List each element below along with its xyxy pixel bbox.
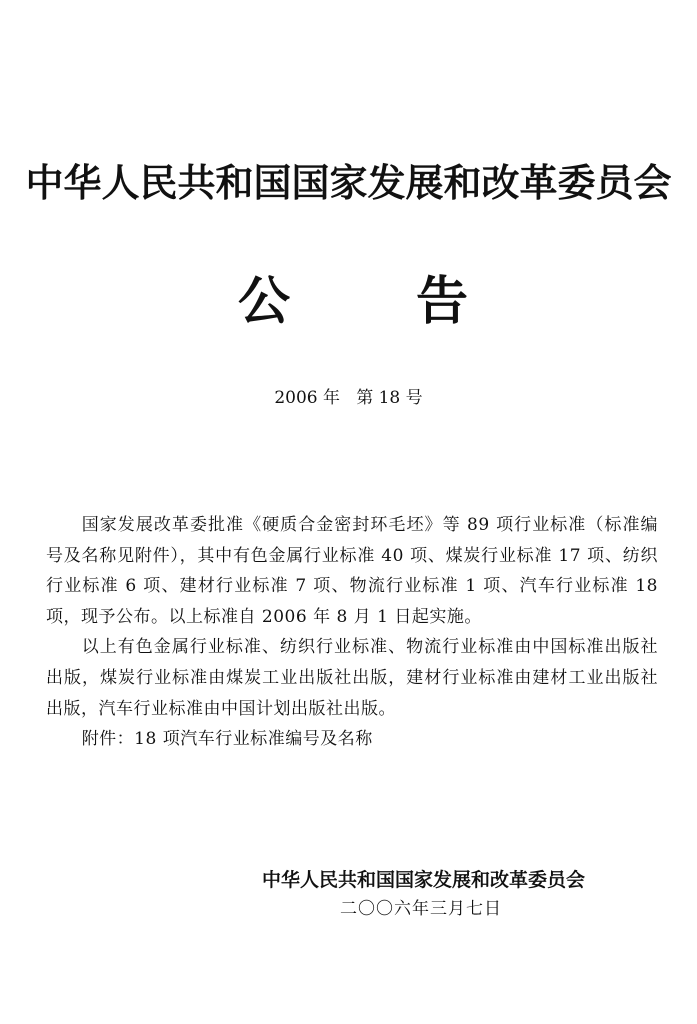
notice-heading-char-1: 公 [238, 272, 291, 332]
issue-number: 2006 年 第 18 号 [274, 388, 423, 408]
notice-heading [238, 270, 468, 334]
body-paragraph-publishers: 以上有色金属行业标准、纺织行业标准、物流行业标准由中国标准出版社出版，煤炭行业标准由煤炭工业出版社出版，建材行业标准由建材工业出版社出版，汽车行业标准由中国计划出版社出版。 [46, 637, 658, 719]
issuer-signature: 中华人民共和国国家发展和改革委员会 [262, 869, 586, 891]
issue-date: 二〇〇六年三月七日 [340, 899, 502, 919]
notice-heading-char-2: 告 [415, 272, 468, 332]
body-paragraph-attachment: 附件：18 项汽车行业标准编号及名称 [81, 729, 373, 750]
body-paragraph-approval: 国家发展改革委批准《硬质合金密封环毛坯》等 89 项行业标准（标准编号及名称见附件），其中有色金属行业标准 40 项、煤炭行业标准 17 项、纺织行业标准 6 项、建材行业标准 7 项、物流行业标准 1 项、汽车行业标准 18 项，现予公布。以上标准自 2006 年 8 月 1 日起实施。 [46, 515, 658, 627]
agency-title: 中华人民共和国国家发展和改革委员会 [25, 161, 672, 205]
notice-body [46, 510, 658, 755]
